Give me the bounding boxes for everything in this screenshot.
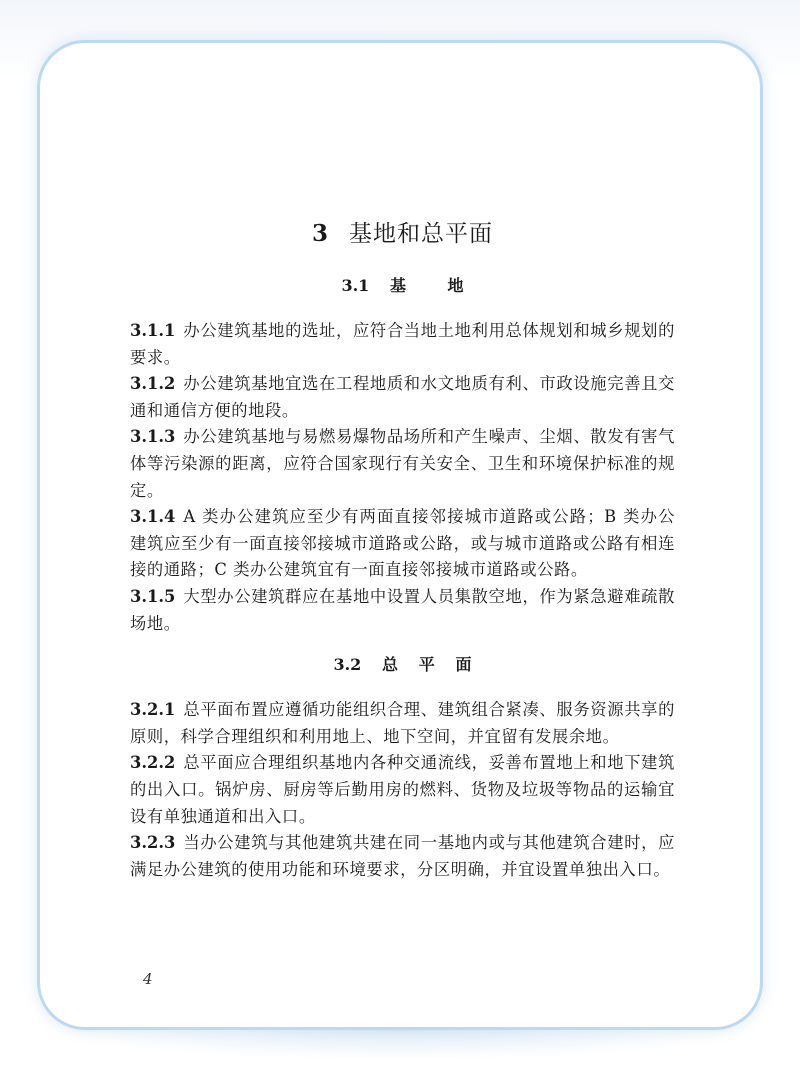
- clause-3-1-2: [130, 371, 675, 424]
- clause-text: 办公建筑基地宜选在工程地质和水文地质有利、市政设施完善且交通和通信方便的地段。: [130, 374, 675, 420]
- clause-3-2-2: [130, 750, 675, 830]
- clause-text: A 类办公建筑应至少有两面直接邻接城市道路或公路；B 类办公建筑应至少有一面直接邻接城市道路或公路，或与城市道路或公路有相连接的通路；C 类办公建筑宜有一面直接邻接城市道路或公路。: [130, 507, 675, 580]
- clause-3-1-3: [130, 424, 675, 504]
- clause-number: 3.2.1: [130, 700, 176, 720]
- clause-number: 3.2.3: [130, 833, 176, 853]
- clause-text: 总平面应合理组织基地内各种交通流线，妥善布置地上和地下建筑的出入口。锅炉房、厨房等后勤用房的燃料、货物及垃圾等物品的运输宜设有单独通道和出入口。: [130, 753, 675, 826]
- chapter-heading: 基地和总平面: [349, 221, 493, 247]
- document-body: [130, 200, 675, 883]
- clause-text: 大型办公建筑群应在基地中设置人员集散空地，作为紧急避难疏散场地。: [130, 586, 675, 633]
- chapter-title: [130, 200, 675, 268]
- chapter-number: 3: [311, 220, 329, 247]
- clause-number: 3.1.5: [130, 586, 176, 606]
- clause-3-1-4: [130, 504, 675, 584]
- clause-text: 总平面布置应遵循功能组织合理、建筑组合紧凑、服务资源共享的原则，科学合理组织和利用地上、地下空间，并宜留有发展余地。: [130, 700, 675, 746]
- clause-number: 3.1.2: [130, 374, 176, 394]
- clause-text: 当办公建筑与其他建筑共建在同一基地内或与其他建筑合建时，应满足办公建筑的使用功能和环境要求，分区明确，并宜设置单独出入口。: [130, 833, 675, 879]
- section-heading-3-1: 3.1 基 地: [341, 276, 464, 295]
- clause-text: 办公建筑基地的选址，应符合当地土地利用总体规划和城乡规划的要求。: [130, 321, 675, 367]
- clause-3-1-5: [130, 584, 675, 637]
- clause-number: 3.1.1: [130, 321, 176, 340]
- clause-number: 3.1.3: [130, 427, 176, 447]
- clause-3-1-1: [130, 318, 675, 371]
- clause-text: 办公建筑基地与易燃易爆物品场所和产生噪声、尘烟、散发有害气体等污染源的距离，应符合国家现行有关安全、卫生和环境保护标准的规定。: [130, 427, 675, 500]
- clause-number: 3.1.4: [130, 507, 176, 527]
- section-heading-3-2: 3.2 总 平 面: [333, 655, 472, 675]
- clause-3-2-3: [130, 830, 675, 883]
- clause-3-2-1: [130, 697, 675, 750]
- page-number: 4: [143, 970, 153, 988]
- clause-number: 3.2.2: [130, 753, 176, 773]
